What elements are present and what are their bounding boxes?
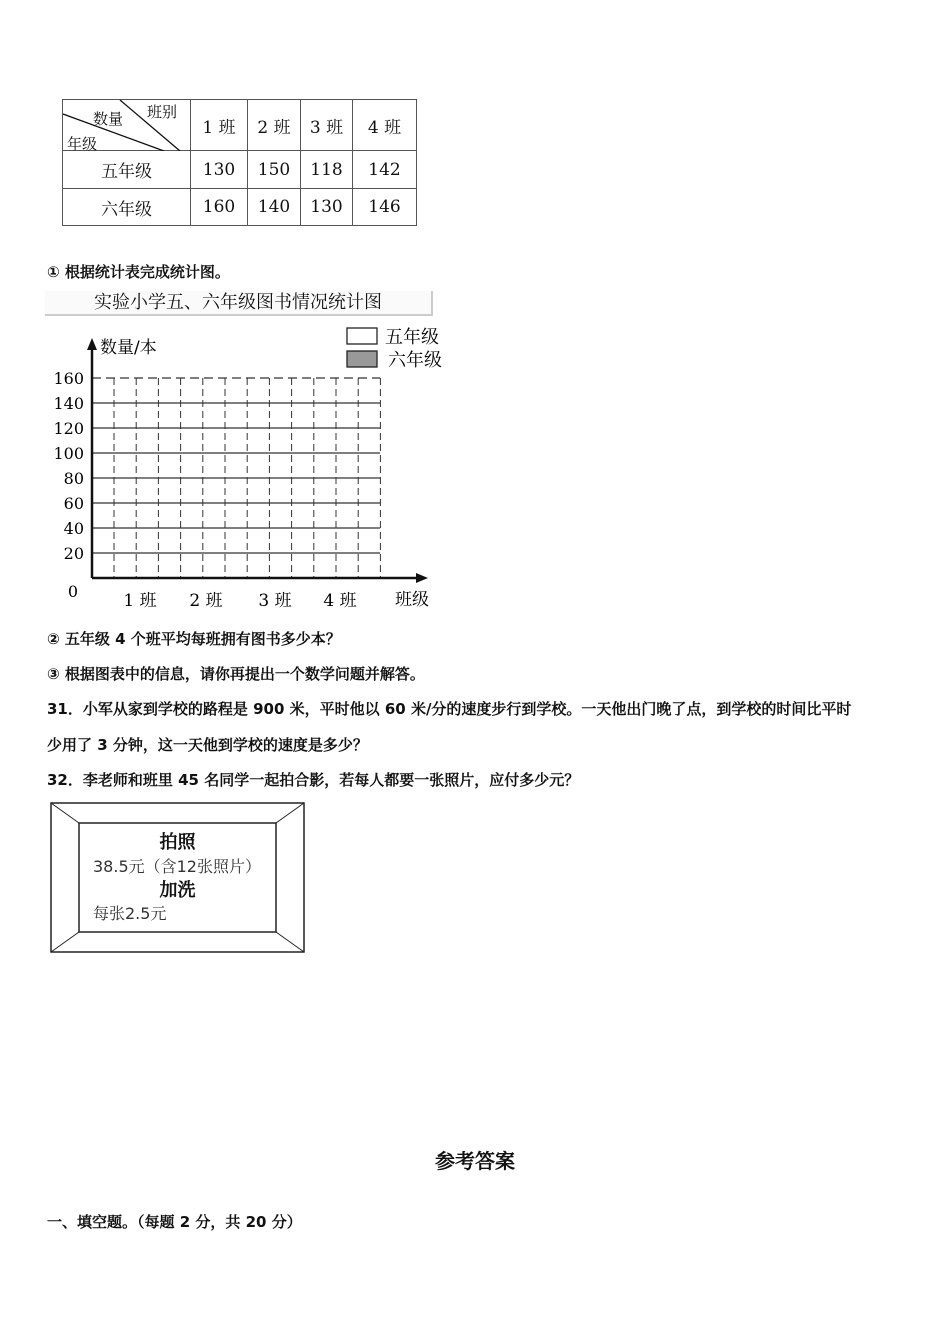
y-tick-label: 120 <box>53 419 84 438</box>
x-tick-label: 1 班 <box>123 591 157 611</box>
question-31-line2: 少用了 3 分钟，这一天他到学校的速度是多少？ <box>47 736 368 754</box>
cell: 150 <box>248 151 301 189</box>
cell: 118 <box>301 151 353 189</box>
column-header: 3 班 <box>301 100 353 151</box>
sign-reprint-price: 每张2.5元 <box>93 904 167 923</box>
column-header: 1 班 <box>191 100 248 151</box>
answers-heading: 参考答案 <box>435 1149 515 1173</box>
corner-class-label: 班别 <box>147 103 178 121</box>
legend-label: 六年级 <box>388 350 442 371</box>
y-axis-arrow-icon <box>87 338 97 350</box>
y-tick-label: 160 <box>53 369 84 388</box>
y-tick-label: 20 <box>63 544 84 563</box>
photo-price-sign <box>50 802 305 953</box>
sign-photo-price: 38.5元（含12张照片） <box>93 857 261 876</box>
question-3: ③ 根据图表中的信息，请你再提出一个数学问题并解答。 <box>47 665 425 683</box>
bar-chart <box>0 320 470 615</box>
legend-swatch <box>347 351 377 367</box>
sign-title-reprint: 加洗 <box>159 880 196 901</box>
table-row <box>63 189 417 226</box>
x-tick-label: 2 班 <box>189 591 223 611</box>
y-tick-label: 0 <box>67 582 78 601</box>
question-31-line1: 31．小军从家到学校的路程是 900 米，平时他以 60 米/分的速度步行到学校。一天他出门晚了点，到学校的时间比平时 <box>47 700 852 718</box>
question-2: ② 五年级 4 个班平均每班拥有图书多少本？ <box>47 630 341 648</box>
row-label: 六年级 <box>63 189 191 226</box>
y-tick-label: 40 <box>63 519 84 538</box>
x-tick-label: 3 班 <box>258 591 292 611</box>
y-tick-label: 100 <box>53 444 84 463</box>
cell: 160 <box>191 189 248 226</box>
cell: 130 <box>301 189 353 226</box>
cell: 130 <box>191 151 248 189</box>
cell: 142 <box>353 151 417 189</box>
y-axis-label: 数量/本 <box>100 338 157 358</box>
y-tick-label: 140 <box>53 394 84 413</box>
column-header: 2 班 <box>248 100 301 151</box>
column-header: 4 班 <box>353 100 417 151</box>
row-label: 五年级 <box>63 151 191 189</box>
table-row <box>63 151 417 189</box>
question-32: 32．李老师和班里 45 名同学一起拍合影，若每人都要一张照片，应付多少元？ <box>47 771 580 789</box>
cell: 140 <box>248 189 301 226</box>
corner-quantity-label: 数量 <box>93 110 124 128</box>
corner-grade-label: 年级 <box>67 135 98 153</box>
legend-swatch <box>347 328 377 344</box>
sign-title-photo: 拍照 <box>159 832 196 853</box>
answers-section-1: 一、填空题。（每题 2 分，共 20 分） <box>47 1213 302 1231</box>
chart-title: 实验小学五、六年级图书情况统计图 <box>45 291 433 316</box>
statistics-table <box>62 99 417 226</box>
x-axis-label: 班级 <box>395 590 429 610</box>
question-1: ① 根据统计表完成统计图。 <box>47 263 230 281</box>
table-corner-header <box>63 100 191 151</box>
x-tick-label: 4 班 <box>323 591 357 611</box>
legend-label: 五年级 <box>385 327 439 348</box>
cell: 146 <box>353 189 417 226</box>
y-tick-label: 60 <box>63 494 84 513</box>
y-tick-label: 80 <box>63 469 84 488</box>
x-axis-arrow-icon <box>416 573 428 583</box>
